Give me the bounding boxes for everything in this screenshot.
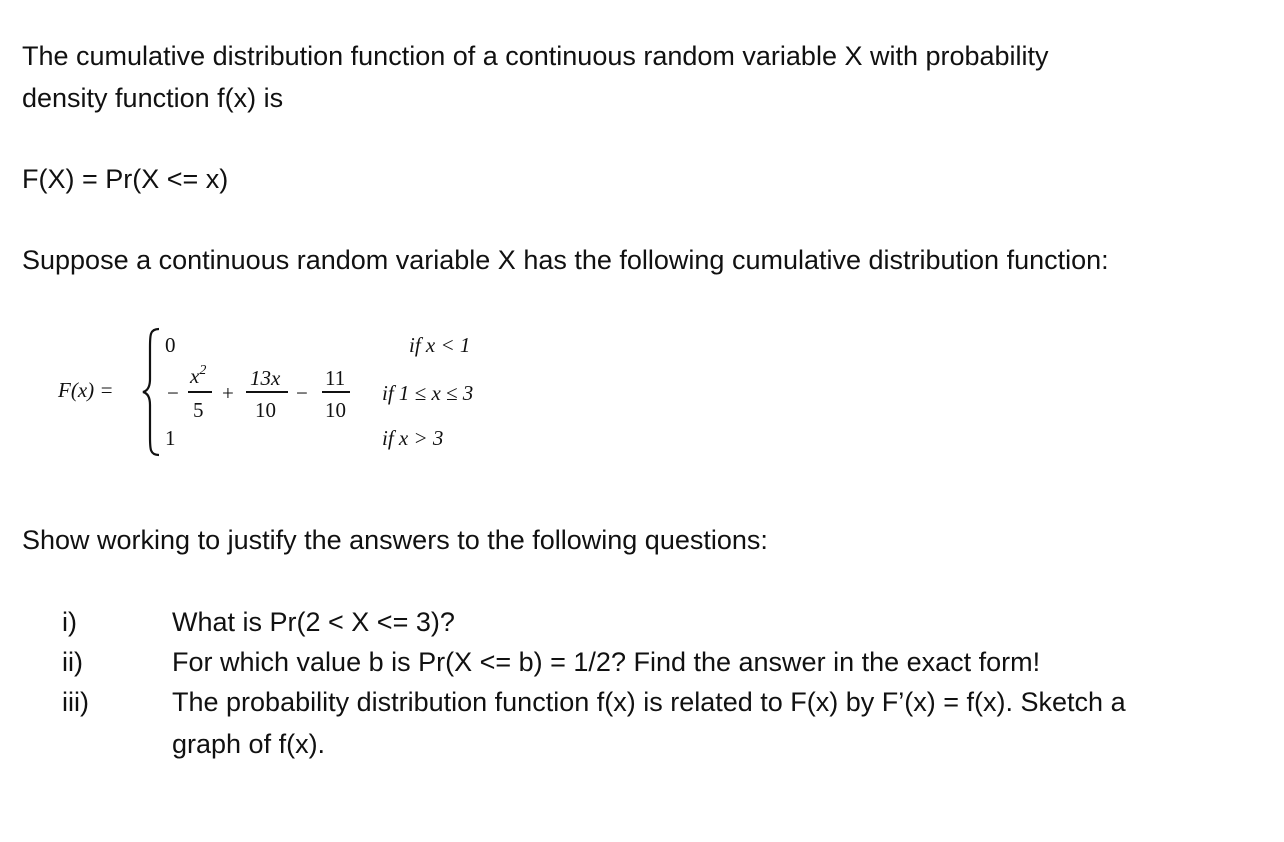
case1-value: 0 bbox=[165, 333, 176, 357]
frac2-denominator: 10 bbox=[255, 398, 276, 422]
frac1-denominator: 5 bbox=[193, 398, 204, 422]
instruction-text: Show working to justify the answers to the following questions: bbox=[22, 525, 768, 555]
left-brace-icon bbox=[140, 327, 162, 457]
case2-condition: if 1 ≤ x ≤ 3 bbox=[382, 381, 474, 405]
question-2-number: ii) bbox=[62, 647, 83, 677]
suppose-statement: Suppose a continuous random variable X has the following cumulative distribution function: bbox=[22, 245, 1109, 275]
case2-plus: + bbox=[222, 381, 234, 405]
question-1-text: What is Pr(2 < X <= 3)? bbox=[172, 607, 455, 637]
frac1-bar bbox=[188, 391, 212, 393]
frac2-numerator: 13x bbox=[250, 366, 281, 390]
question-3-number: iii) bbox=[62, 687, 89, 717]
question-3-text-continued: graph of f(x). bbox=[172, 729, 326, 759]
case2-minus: − bbox=[167, 381, 179, 405]
cdf-definition: F(X) = Pr(X <= x) bbox=[22, 164, 229, 194]
question-3-text: The probability distribution function f(x) is related to F(x) by F’(x) = f(x). Sketch a bbox=[172, 687, 1126, 717]
question-2-text: For which value b is Pr(X <= b) = 1/2? Find the answer in the exact form! bbox=[172, 647, 1041, 677]
formula-lhs: F(x) = bbox=[58, 378, 114, 402]
intro-line-2: density function f(x) is bbox=[22, 83, 284, 113]
frac2-bar bbox=[246, 391, 288, 393]
question-1-number: i) bbox=[62, 607, 77, 637]
frac3-denominator: 10 bbox=[325, 398, 346, 422]
frac1-numerator: $x^2$ bbox=[190, 363, 207, 388]
case2-minus-2: − bbox=[296, 381, 308, 405]
case3-condition: if x > 3 bbox=[382, 426, 444, 450]
case1-condition: if x < 1 bbox=[409, 333, 471, 357]
frac3-bar bbox=[322, 391, 350, 393]
case3-value: 1 bbox=[165, 426, 176, 450]
intro-line-1: The cumulative distribution function of a continuous random variable X with probability bbox=[22, 41, 1049, 71]
frac3-numerator: 11 bbox=[325, 366, 346, 390]
